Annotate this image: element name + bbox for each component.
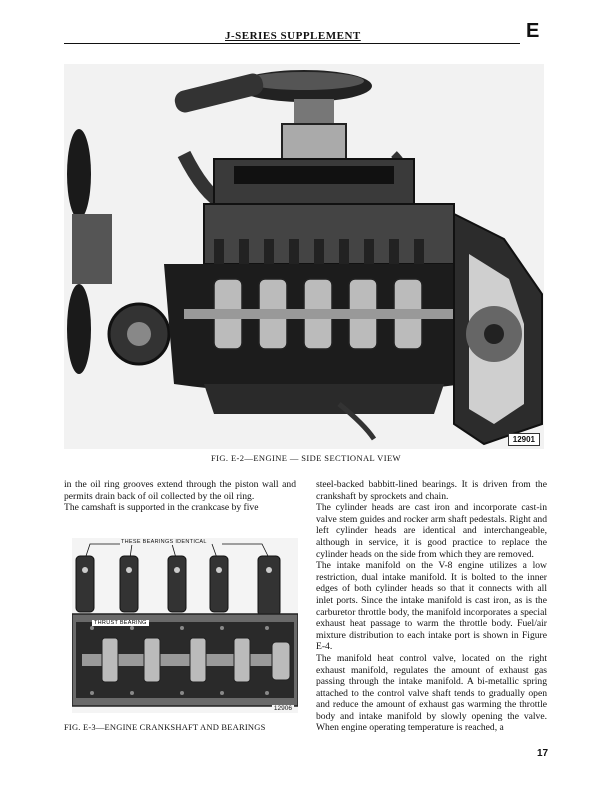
header-rule xyxy=(64,43,520,44)
left-paragraph-2: The camshaft is supported in the crankcase by five xyxy=(64,502,259,514)
left-paragraph-1: in the oil ring grooves extend through the piston wall and permits drain back of oil collected by the oil ring. xyxy=(64,479,296,502)
right-column xyxy=(316,479,547,734)
header-title: J-SERIES SUPPLEMENT xyxy=(225,30,361,42)
left-column xyxy=(64,479,296,514)
figure-caption-small: FIG. E-3—ENGINE CRANKSHAFT AND BEARINGS xyxy=(64,722,266,732)
page-number: 17 xyxy=(537,748,549,759)
callout-bearings-identical: THESE BEARINGS IDENTICAL xyxy=(121,539,207,545)
figure-number-main: 12901 xyxy=(508,433,540,446)
crankshaft-figure xyxy=(72,538,298,713)
right-paragraph-3: The intake manifold on the V-8 engine utilizes a low restriction, dual intake manifold. It is bolted to the inner edges of both cylinder heads so that it connects with all inlet ports. Since the intake manifold is cast iron, as is the carburetor throttle body, the manifold incorporates a special exhaust heat passage to warm the throttle body. Fuel/air mixture distribution to each intake port is shown in Figure E-4. xyxy=(316,560,547,653)
right-paragraph-1: steel-backed babbitt-lined bearings. It is driven from the crankshaft by sprockets and chain. xyxy=(316,479,547,502)
callout-thrust-bearing: THRUST BEARING xyxy=(94,620,147,626)
right-paragraph-2: The cylinder heads are cast iron and incorporate cast-in valve stem guides and rocker arm shaft pedestals. Right and left cylinder heads are identical and interchangeable, although in service, it is good practice to replace the cylinder heads on the side from which they are removed. xyxy=(316,502,547,560)
right-paragraph-4: The manifold heat control valve, located on the right exhaust manifold, regulates the amount of exhaust gas passing through the intake manifold. A bi-metallic spring attached to the control valve shaft tends to gradually open and reduce the amount of exhaust gas warming the throttle body and intake manifold by slowly opening the valve. When engine operating temperature is reached, a xyxy=(316,652,547,734)
engine-sectional-illustration xyxy=(64,64,544,449)
engine-sectional-figure xyxy=(64,64,544,449)
figure-caption-main: FIG. E-2—ENGINE — SIDE SECTIONAL VIEW xyxy=(211,453,401,463)
figure-number-small: 12906 xyxy=(273,705,292,712)
section-letter: E xyxy=(526,20,540,42)
